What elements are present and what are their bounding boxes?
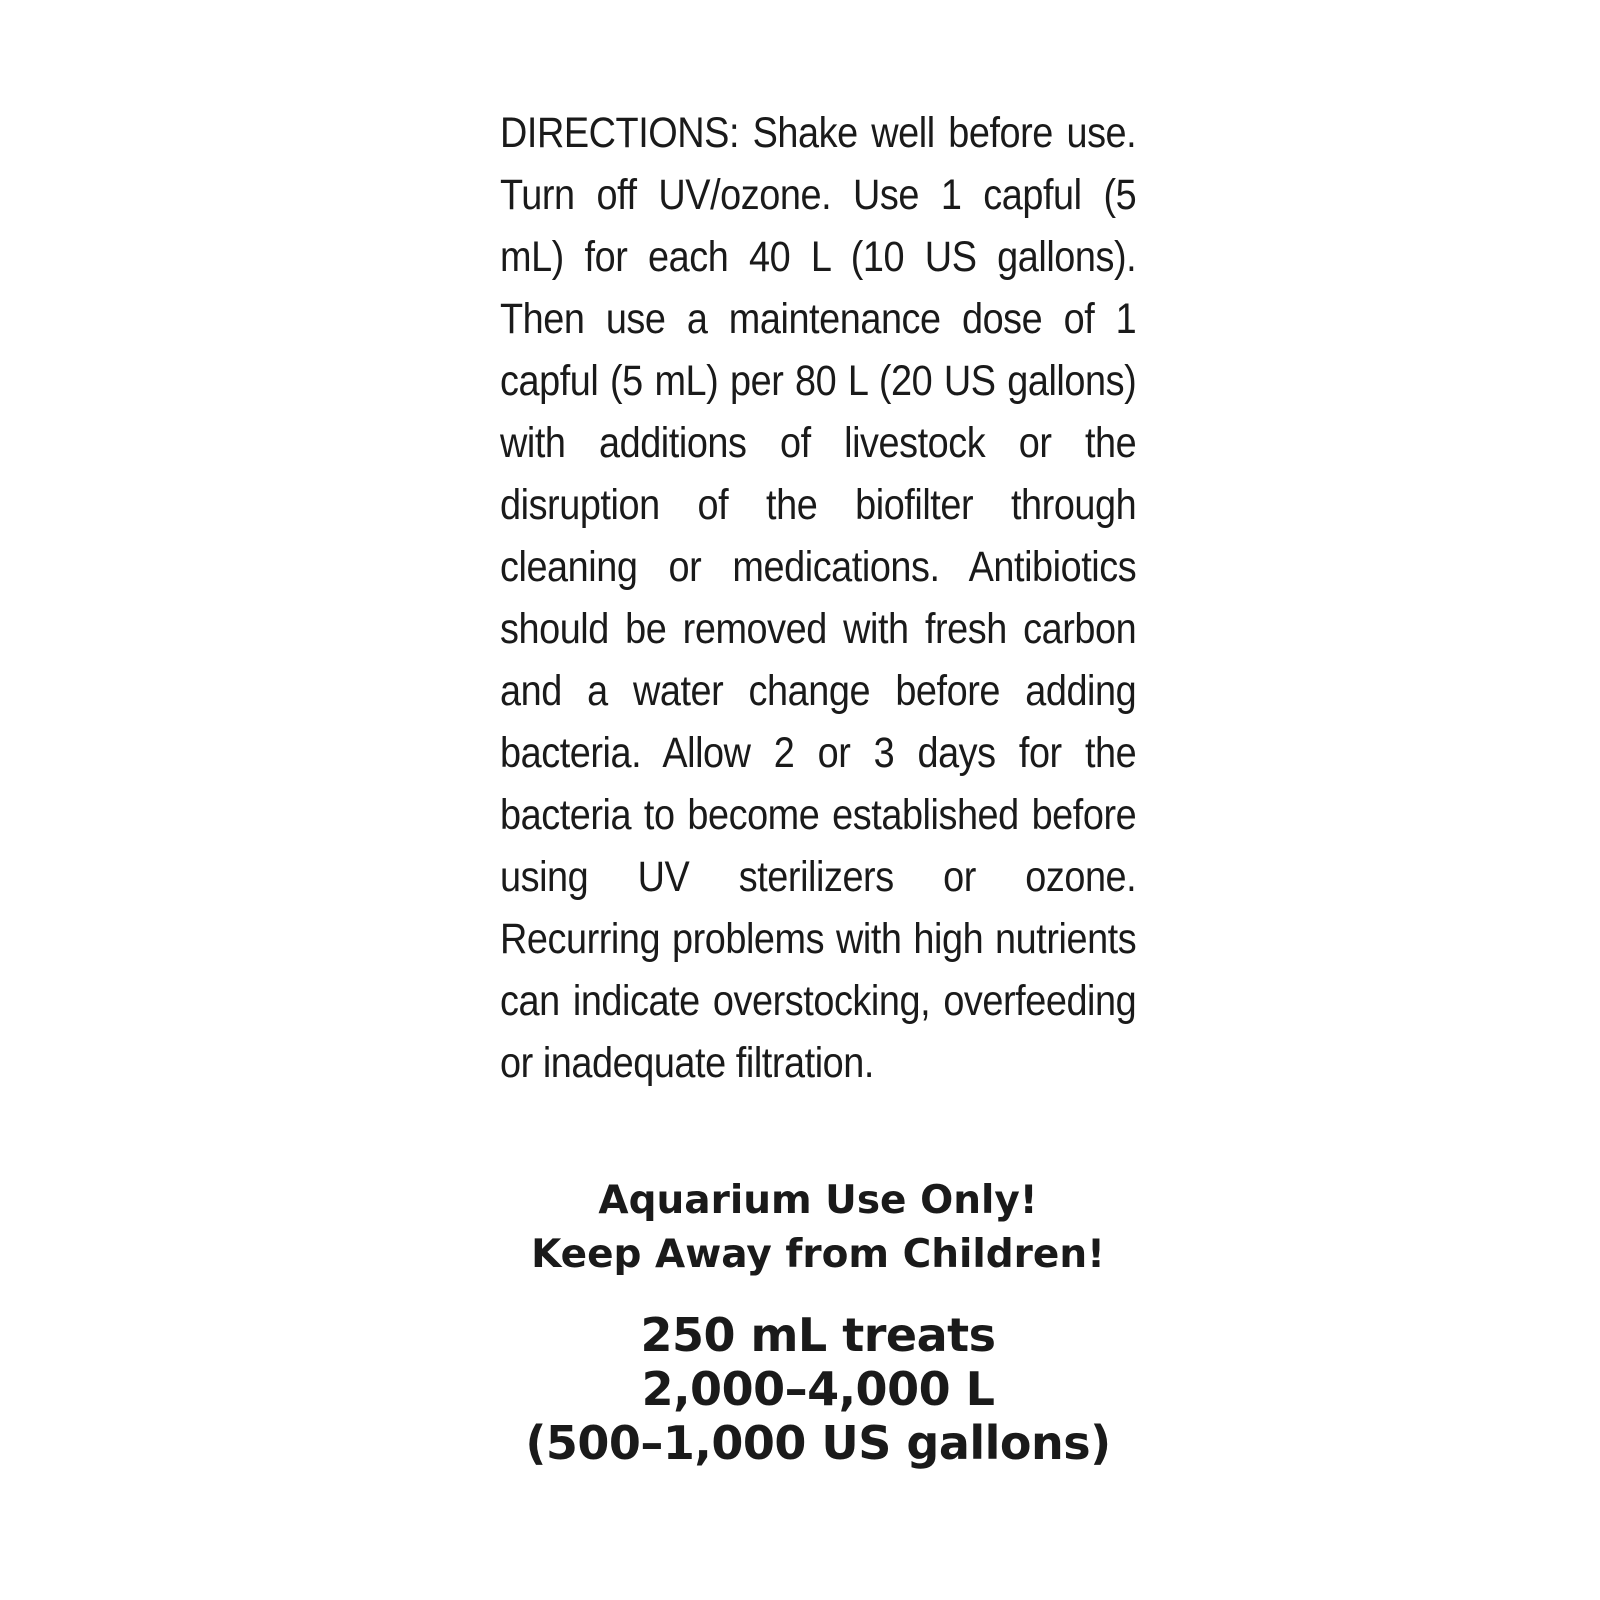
directions-text: DIRECTIONS: Shake well before use. Turn off UV/ozone. Use 1 capful (5 mL) for each 40 L (10 US gallons). Then use a maintenance dose of 1 capful (5 mL) per 80 L (20 US gallons) with additions of livestock or the disruption of the biofilter through cleaning or medications. Antibiotics should be removed with fresh carbon and a water change before adding bacteria. Allow 2 or 3 days for the bacteria to become established before using UV sterilizers or ozone. Recurring problems with high nutrients can indicate overstocking, overfeeding or inadequate filtration. <box>500 109 1137 1087</box>
product-label-panel <box>500 102 1137 1470</box>
children-warning: Keep Away from Children! <box>531 1232 1105 1277</box>
warning-block <box>500 1174 1136 1282</box>
volume-liters: 2,000–4,000 L <box>641 1362 995 1416</box>
aquarium-use-warning: Aquarium Use Only! <box>598 1178 1038 1223</box>
volume-amount: 250 mL treats <box>640 1308 996 1362</box>
volume-gallons: (500–1,000 US gallons) <box>525 1416 1111 1470</box>
volume-treatment-info <box>500 1308 1136 1470</box>
